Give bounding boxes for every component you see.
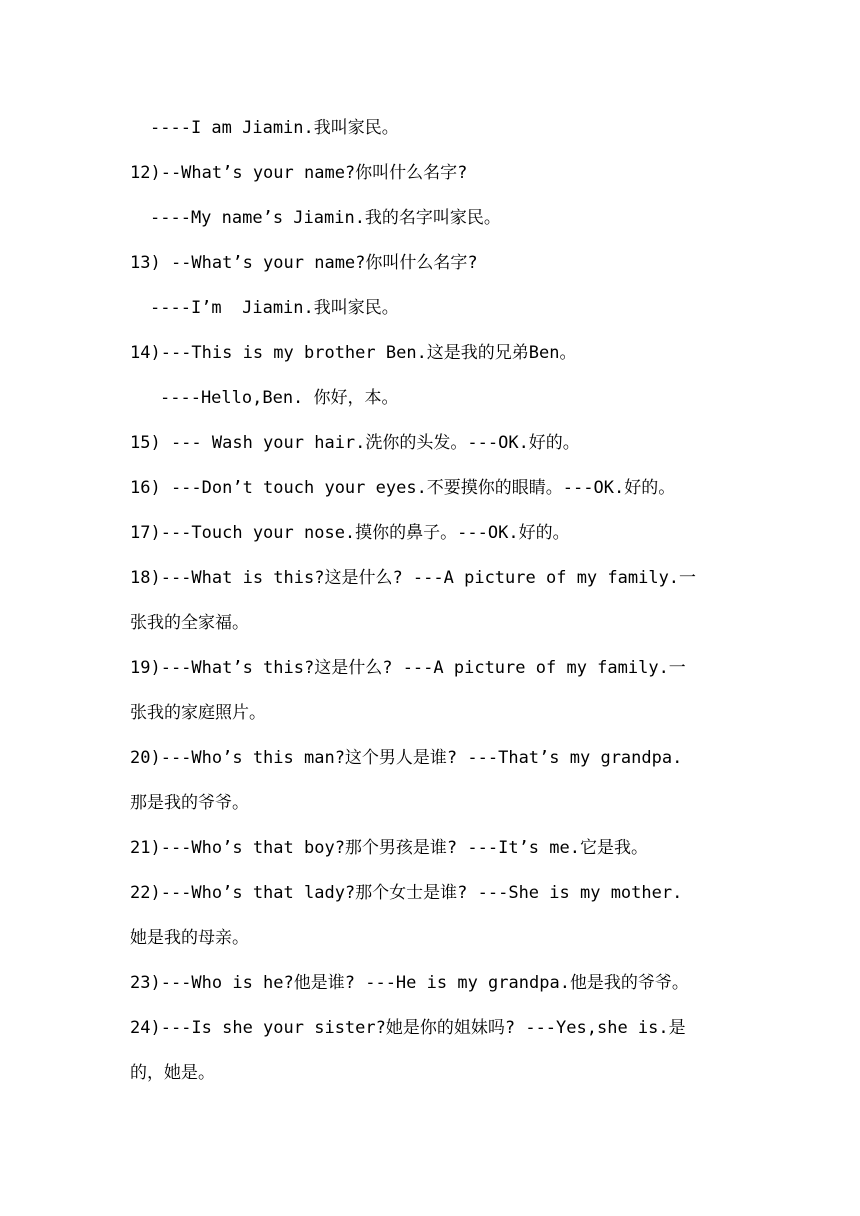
dialogue-line: 23)---Who is he?他是谁? ---He is my grandpa.他是我的爷爷。 (130, 973, 689, 993)
dialogue-line: ----My name’s Jiamin.我的名字叫家民。 (150, 208, 501, 228)
dialogue-line: ----I’m Jiamin.我叫家民。 (150, 298, 399, 318)
dialogue-line: 她是我的母亲。 (130, 928, 249, 948)
dialogue-line: 18)---What is this?这是什么? ---A picture of my family.一 (130, 568, 697, 588)
dialogue-line: 12)--What’s your name?你叫什么名字? (130, 163, 468, 183)
dialogue-line: 14)---This is my brother Ben.这是我的兄弟Ben。 (130, 343, 577, 363)
dialogue-line: 17)---Touch your nose.摸你的鼻子。---OK.好的。 (130, 523, 570, 543)
dialogue-line: 13) --What’s your name?你叫什么名字? (130, 253, 478, 273)
dialogue-line: ----I am Jiamin.我叫家民。 (150, 118, 399, 138)
dialogue-line: 张我的家庭照片。 (130, 703, 266, 723)
dialogue-line: 张我的全家福。 (130, 613, 249, 633)
dialogue-line: 15) --- Wash your hair.洗你的头发。---OK.好的。 (130, 433, 580, 453)
dialogue-line: 21)---Who’s that boy?那个男孩是谁? ---It’s me.它是我。 (130, 838, 648, 858)
dialogue-line: 那是我的爷爷。 (130, 793, 249, 813)
dialogue-line: 22)---Who’s that lady?那个女士是谁? ---She is my mother. (130, 883, 683, 903)
dialogue-line: 20)---Who’s this man?这个男人是谁? ---That’s my grandpa. (130, 748, 683, 768)
dialogue-line: 19)---What’s this?这是什么? ---A picture of my family.一 (130, 658, 686, 678)
dialogue-line: ----Hello,Ben. 你好，本。 (160, 388, 399, 408)
dialogue-line: 16) ---Don’t touch your eyes.不要摸你的眼睛。---OK.好的。 (130, 478, 676, 498)
dialogue-line: 24)---Is she your sister?她是你的姐妹吗? ---Yes,she is.是 (130, 1018, 686, 1038)
dialogue-line: 的，她是。 (130, 1063, 215, 1083)
